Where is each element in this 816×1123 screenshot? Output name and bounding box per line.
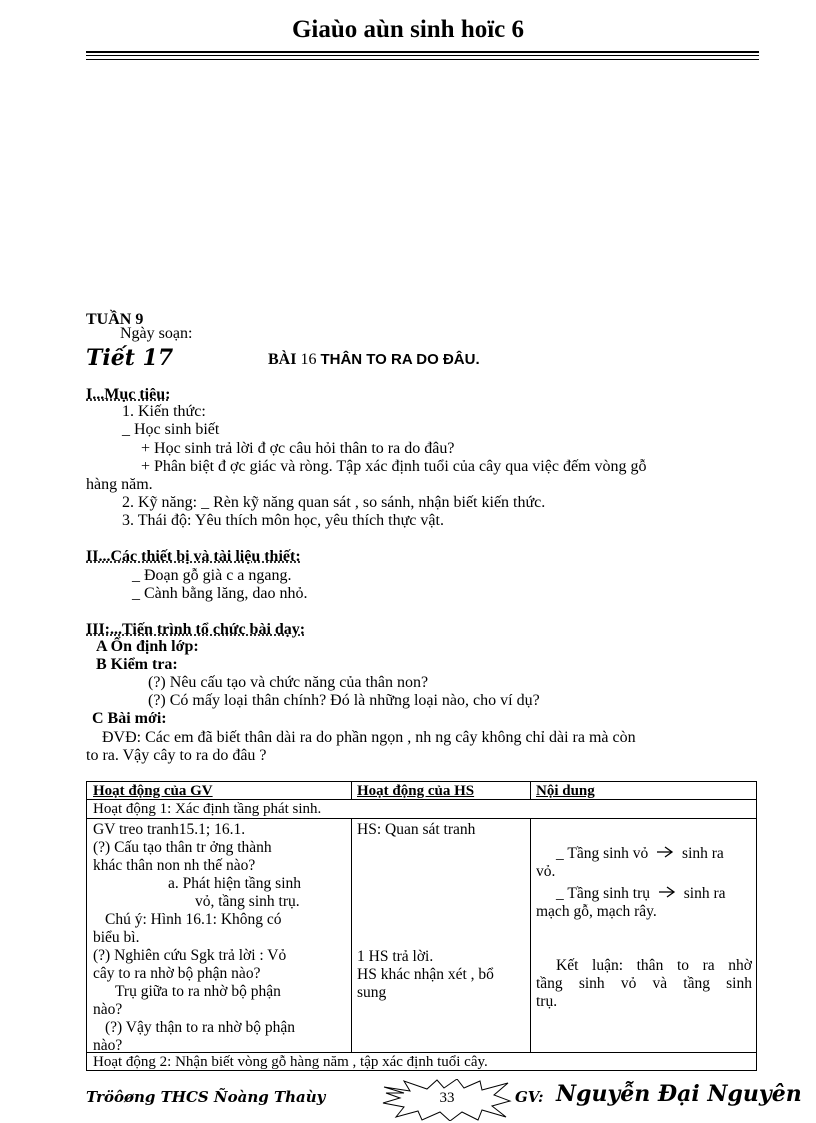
lesson-title (268, 351, 480, 369)
row-divider (87, 818, 756, 819)
table-header-hs: Hoạt động của HS (357, 783, 475, 799)
objective-point: + Học sinh trả lời đ ợc câu hỏi thân to ra do đâu? (141, 440, 455, 457)
gv-line: (?) Nghiên cứu Sgk trả lời : Vỏ (93, 947, 287, 964)
table-header-nd: Nội dung (536, 783, 595, 799)
students-label: _ Học sinh biết (122, 421, 220, 438)
hs-line: 1 HS trả lời. (357, 948, 434, 965)
content-line: mạch gỗ, mạch rây. (536, 903, 657, 920)
gv-column (93, 821, 343, 1055)
check-question: (?) Có mấy loại thân chính? Đó là những loại nào, cho ví dụ? (148, 692, 540, 709)
header-rule (86, 51, 759, 53)
knowledge-title: 1. Kiến thức: (122, 403, 206, 420)
page-title: Giaùo aùn sinh hoïc 6 (291, 16, 525, 43)
conclusion-line: trụ. (536, 993, 558, 1010)
gv-line: Trụ giữa to ra nhờ bộ phận (115, 983, 281, 1000)
conclusion-line: tầng sinh vỏ và tầng sinh (536, 975, 752, 992)
date-label: Ngày soạn: (120, 325, 193, 342)
header-rule (86, 59, 759, 60)
activity-row: Hoạt động 2: Nhận biết vòng gỗ hàng năm , tập xác định tuổi cây. (93, 1054, 488, 1070)
period-label: Tiết 17 (86, 345, 174, 371)
content-text: _ Tầng sinh trụ (556, 885, 650, 902)
col-divider (530, 782, 531, 799)
process-step-c: C Bài mới: (92, 710, 167, 727)
gv-line: cây to ra nhờ bộ phận nào? (93, 965, 261, 982)
content-line (536, 845, 748, 863)
content-line: vỏ. (536, 863, 556, 880)
lesson-name: THÂN TO RA DO ĐÂU. (320, 351, 480, 368)
gv-line: nào? (93, 1001, 123, 1018)
gv-line: biểu bì. (93, 929, 140, 946)
col-divider (530, 818, 531, 1052)
lesson-label: BÀI (268, 351, 297, 368)
teacher-signature: Nguyễn Đại Nguyên (556, 1081, 802, 1107)
content-text: _ Tầng sinh vỏ (556, 845, 649, 862)
activity-row: Hoạt động 1: Xác định tầng phát sinh. (93, 801, 322, 817)
teacher-label: GV: (515, 1088, 544, 1106)
gv-line: vỏ, tầng sinh trụ. (195, 893, 300, 910)
gv-line: Chú ý: Hình 16.1: Không có (105, 911, 282, 928)
process-step-b: B Kiểm tra: (96, 656, 178, 673)
hs-line: HS khác nhận xét , bổ (357, 966, 494, 983)
content-text: sinh ra (683, 885, 726, 902)
hs-line: HS: Quan sát tranh (357, 821, 476, 838)
content-line (536, 885, 748, 903)
attitude-line: 3. Thái độ: Yêu thích môn học, yêu thích thực vật. (122, 512, 444, 529)
hs-line: sung (357, 984, 387, 1001)
objective-point-cont: hàng năm. (86, 476, 153, 493)
arrow-right-icon (656, 846, 674, 858)
process-heading: III:...Tiến trình tổ chức bài dạy: (86, 621, 306, 638)
content-text: sinh ra (682, 845, 724, 862)
objectives-heading: I...Mục tiêu: (86, 386, 171, 403)
intro-line: ĐVĐ: Các em đã biết thân dài ra do phần ngọn , nh ng cây không chỉ dài ra mà còn (102, 729, 636, 746)
skills-line: 2. Kỹ năng: _ Rèn kỹ năng quan sát , so sánh, nhận biết kiến thức. (122, 494, 546, 511)
page-number: 33 (439, 1090, 455, 1106)
material-item: _ Cành bằng lăng, dao nhỏ. (132, 585, 308, 602)
col-divider (351, 818, 352, 1052)
footer-school: Tröôøng THCS Ñoàng Thaùy (86, 1088, 326, 1106)
gv-line: GV treo tranh15.1; 16.1. (93, 821, 246, 838)
materials-heading: II...Các thiết bị và tài liệu thiết: (86, 548, 301, 565)
gv-line: a. Phát hiện tầng sinh (168, 875, 302, 892)
col-divider (351, 782, 352, 799)
lesson-number: 16 (300, 351, 317, 368)
gv-line: (?) Vậy thận to ra nhờ bộ phận (105, 1019, 295, 1036)
gv-line: khác thân non nh thế nào? (93, 857, 256, 874)
activity-table (86, 781, 757, 1071)
arrow-right-icon (658, 886, 676, 898)
material-item: _ Đoạn gỗ già c a ngang. (132, 567, 292, 584)
gv-line: (?) Cấu tạo thân tr ởng thành (93, 839, 272, 856)
header-rule (86, 55, 759, 56)
conclusion-line: Kết luận: thân to ra nhờ (556, 957, 752, 974)
check-question: (?) Nêu cấu tạo và chức năng của thân non? (148, 674, 429, 691)
conclusion (536, 957, 752, 1011)
gv-line: nào? (93, 1037, 123, 1054)
intro-line: to ra. Vậy cây to ra do đâu ? (86, 747, 267, 764)
table-header-gv: Hoạt động của GV (93, 783, 213, 799)
process-step-a: A Ổn định lớp: (96, 638, 199, 655)
objective-point: + Phân biệt đ ợc giác và ròng. Tập xác định tuổi của cây qua việc đếm vòng gỗ (141, 458, 647, 475)
week-label: TUẦN 9 (86, 311, 144, 328)
